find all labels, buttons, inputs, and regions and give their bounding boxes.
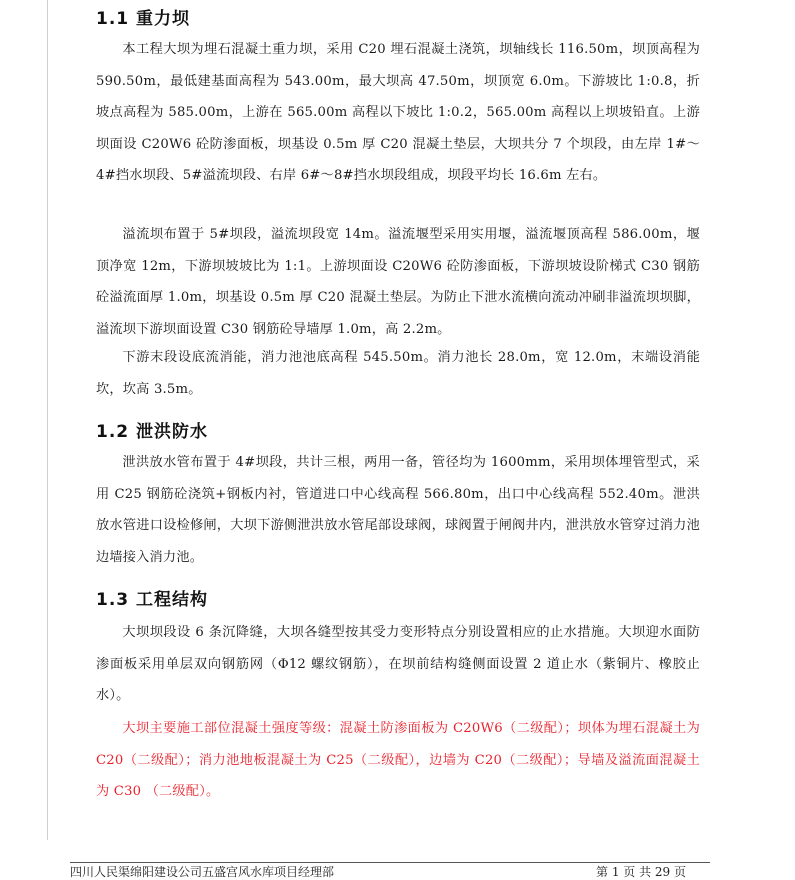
paragraph-discharge-pipes: 泄洪放水管布置于 4#坝段，共计三根，两用一备，管径均为 1600mm，采用坝体埋管型式，采用 C25 钢筋砼浇筑+钢板内衬，管道进口中心线高程 566.80m，出口中心线高程 552.40m。泄洪放水管进口设检修闸，大坝下游侧泄洪放水管尾部设球阀，球阀置于闸阀井内，泄洪放水管穿过消力池边墙接入消力池。	[96, 455, 700, 565]
section-title-flood-discharge: 1.2 泄洪防水	[96, 422, 209, 442]
margin-rule	[47, 0, 48, 840]
paragraph-spillway: 溢流坝布置于 5#坝段，溢流坝段宽 14m。溢流堰型采用实用堰，溢流堰顶高程 586.00m，堰顶净宽 12m，下游坝坡坡比为 1:1。上游坝面设 C20W6 砼防渗面板，下游坝坡设阶梯式 C30 钢筋砼溢流面厚 1.0m，坝基设 0.5m 厚 C20 混凝土垫层。为防止下泄水流横向流动冲刷非溢流坝坝脚，溢流坝下游坝面设置 C30 钢筋砼导墙厚 1.0m，高 2.2m。	[96, 227, 700, 337]
paragraph-dam-overview: 本工程大坝为埋石混凝土重力坝，采用 C20 埋石混凝土浇筑，坝轴线长 116.50m，坝顶高程为 590.50m，最低建基面高程为 543.00m，最大坝高 47.50m，坝顶宽 6.0m。下游坡比 1:0.8，折坡点高程为 585.00m，上游在 565.00m 高程以下坡比 1:0.2，565.00m 高程以上坝坡铅直。上游坝面设 C20W6 砼防渗面板，坝基设 0.5m 厚 C20 混凝土垫层，大坝共分 7 个坝段，由左岸 1#～4#挡水坝段、5#溢流坝段、右岸 6#～8#挡水坝段组成，坝段平均长 16.6m 左右。	[96, 42, 700, 183]
section-title-structure: 1.3 工程结构	[96, 590, 209, 610]
footer-company: 四川人民渠绵阳建设公司五盛宫风水库项目经理部	[70, 865, 335, 879]
footer-divider	[70, 862, 710, 863]
section-title-gravity-dam: 1.1 重力坝	[96, 9, 191, 29]
paragraph-stilling-basin: 下游末段设底流消能，消力池池底高程 545.50m。消力池长 28.0m，宽 12.0m，末端设消能坎，坎高 3.5m。	[96, 350, 700, 397]
paragraph-joints: 大坝坝段设 6 条沉降缝，大坝各缝型按其受力变形特点分别设置相应的止水措施。大坝迎水面防渗面板采用单层双向钢筋网（Φ12 螺纹钢筋），在坝前结构缝侧面设置 2 道止水（紫铜片、橡胶止水）。	[96, 625, 700, 703]
paragraph-concrete-grades: 大坝主要施工部位混凝土强度等级：混凝土防渗面板为 C20W6（二级配）；坝体为埋石混凝土为 C20（二级配）；消力池地板混凝土为 C25（二级配），边墙为 C20（二级配）；导墙及溢流面混凝土为 C30 （二级配）。	[96, 721, 700, 799]
footer-page-number: 第 1 页 共 29 页	[596, 865, 686, 879]
